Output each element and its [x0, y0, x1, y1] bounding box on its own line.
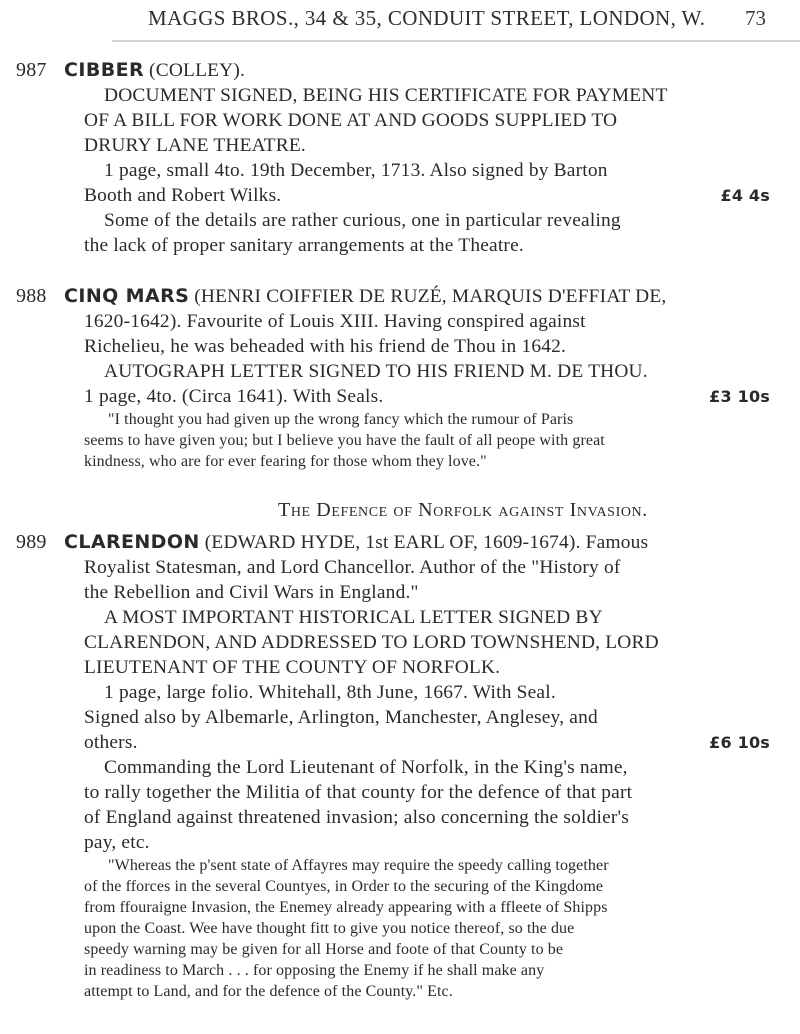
biography: 1620-1642). Favourite of Louis XIII. Having conspired against: [84, 311, 586, 332]
lot-price: £4 4s: [720, 186, 770, 205]
physical-details: Booth and Robert Wilks.: [84, 185, 282, 206]
physical-details: 1 page, small 4to. 19th December, 1713. Also signed by Barton: [104, 160, 608, 181]
lot-name: CLARENDON: [64, 531, 200, 553]
running-header: MAGGS BROS., 34 & 35, CONDUIT STREET, LONDON, W.: [148, 6, 706, 30]
section-heading: The Defence of Norfolk against Invasion.: [278, 499, 648, 521]
lot-note: the lack of proper sanitary arrangements at the Theatre.: [84, 235, 524, 256]
page-number: 73: [745, 6, 766, 30]
lot-price: £3 10s: [709, 387, 770, 406]
physical-details: others.: [84, 732, 138, 753]
lot-entry-988: [16, 284, 776, 472]
lot-name-details: (HENRI COIFFIER DE RUZÉ, MARQUIS D'EFFIAT DE,: [189, 286, 667, 307]
document-description: AUTOGRAPH LETTER SIGNED TO HIS FRIEND M. DE THOU.: [104, 361, 648, 382]
lot-number: 988: [16, 285, 47, 307]
physical-details: 1 page, large folio. Whitehall, 8th June, 1667. With Seal.: [104, 682, 556, 703]
lot-note: pay, etc.: [84, 832, 150, 853]
lot-number: 989: [16, 531, 47, 553]
quotation: kindness, who are for ever fearing for those whom they love.": [84, 453, 487, 470]
lot-note: Some of the details are rather curious, one in particular revealing: [104, 210, 621, 231]
lot-name-details: (EDWARD HYDE, 1st EARL OF, 1609-1674). Famous: [199, 532, 649, 553]
document-description: LIEUTENANT OF THE COUNTY OF NORFOLK.: [84, 657, 501, 678]
document-description: CLARENDON, AND ADDRESSED TO LORD TOWNSHEND, LORD: [84, 632, 659, 653]
biography: Royalist Statesman, and Lord Chancellor. Author of the "History of: [84, 557, 621, 578]
biography: the Rebellion and Civil Wars in England.": [84, 582, 419, 603]
lot-entry-989: [16, 530, 776, 1002]
catalogue-body: [16, 58, 776, 1028]
document-description: A MOST IMPORTANT HISTORICAL LETTER SIGNED BY: [104, 607, 603, 628]
lot-note: to rally together the Militia of that county for the defence of that part: [84, 782, 633, 803]
lot-name-details: (COLLEY).: [144, 60, 246, 81]
physical-details: 1 page, 4to. (Circa 1641). With Seals.: [84, 386, 384, 407]
quotation: "I thought you had given up the wrong fancy which the rumour of Paris: [108, 411, 574, 428]
document-description: DOCUMENT SIGNED, BEING HIS CERTIFICATE FOR PAYMENT: [104, 85, 668, 106]
header-rule: [112, 40, 800, 42]
lot-note: of England against threatened invasion; also concerning the soldier's: [84, 807, 629, 828]
quotation: attempt to Land, and for the defence of the County." Etc.: [84, 983, 453, 1000]
biography: Richelieu, he was beheaded with his friend de Thou in 1642.: [84, 336, 567, 357]
document-description: DRURY LANE THEATRE.: [84, 135, 306, 156]
quotation: upon the Coast. Wee have thought fitt to give you notice thereof, so the due: [84, 920, 575, 937]
lot-number: 987: [16, 59, 47, 81]
quotation: from ffouraigne Invasion, the Enemey already appearing with a ffleete of Shipps: [84, 899, 608, 916]
quotation: of the fforces in the several Countyes, in Order to the securing of the Kingdome: [84, 878, 604, 895]
physical-details: Signed also by Albemarle, Arlington, Manchester, Anglesey, and: [84, 707, 598, 728]
lot-name: CINQ MARS: [64, 285, 190, 307]
document-description: OF A BILL FOR WORK DONE AT AND GOODS SUPPLIED TO: [84, 110, 618, 131]
quotation: speedy warning may be given for all Horse and foote of that County to be: [84, 941, 564, 958]
quotation: "Whereas the p'sent state of Affayres may require the speedy calling together: [108, 857, 609, 874]
quotation: seems to have given you; but I believe you have the fault of all peope with great: [84, 432, 605, 449]
lot-price: £6 10s: [709, 733, 770, 752]
lot-note: Commanding the Lord Lieutenant of Norfolk, in the King's name,: [104, 757, 628, 778]
quotation: in readiness to March . . . for opposing the Enemy if he shall make any: [84, 962, 545, 979]
lot-entry-987: [16, 58, 776, 258]
lot-name: CIBBER: [64, 59, 144, 81]
